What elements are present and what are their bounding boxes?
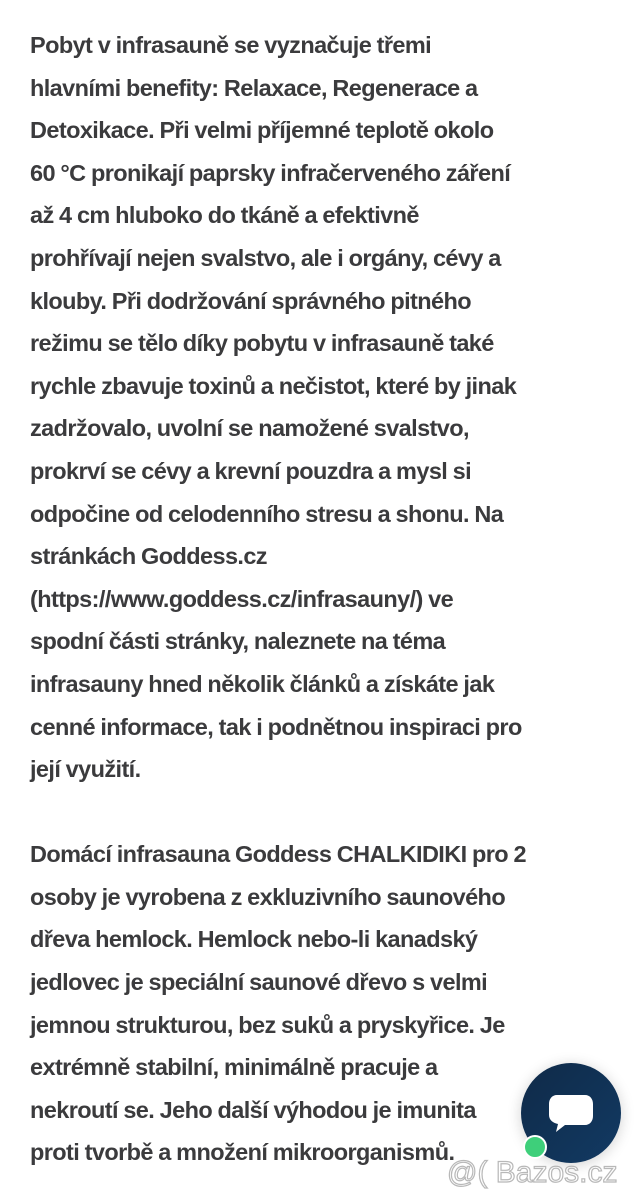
text-line: infrasauny hned několik článků a získáte jak <box>30 670 495 697</box>
text-line: zadržovalo, uvolní se namožené svalstvo, <box>30 415 469 442</box>
text-line: prohřívají nejen svalstvo, ale i orgány, cévy a <box>30 244 501 271</box>
text-line-url: (https://www.goddess.cz/infrasauny/) ve <box>30 585 454 612</box>
text-line: proti tvorbě a množení mikroorganismů. <box>30 1139 455 1166</box>
text-line: cenné informace, tak i podnětnou inspiraci pro <box>30 713 522 740</box>
text-line: nekroutí se. Jeho další výhodou je imunita <box>30 1096 476 1123</box>
text-line: 60 °C pronikají paprsky infračerveného záření <box>30 159 511 186</box>
text-line: dřeva hemlock. Hemlock nebo-li kanadský <box>30 926 478 953</box>
text-line: až 4 cm hluboko do tkáně a efektivně <box>30 202 419 229</box>
text-line: extrémně stabilní, minimálně pracuje a <box>30 1054 438 1081</box>
text-line: její využití. <box>30 756 141 783</box>
article-body <box>30 24 630 1174</box>
text-line: Detoxikace. Při velmi příjemné teplotě okolo <box>30 117 494 144</box>
text-line: jedlovec je speciální saunové dřevo s velmi <box>30 969 488 996</box>
text-line: osoby je vyrobena z exkluzivního saunového <box>30 883 506 910</box>
text-line: stránkách Goddess.cz <box>30 543 267 570</box>
text-line: Pobyt v infrasauně se vyznačuje třemi <box>30 32 432 58</box>
chat-bubble-icon <box>547 1091 595 1135</box>
paragraph-benefits <box>30 24 630 791</box>
text-line: prokrví se cévy a krevní pouzdra a mysl si <box>30 457 472 484</box>
text-line: rychle zbavuje toxinů a nečistot, které by jinak <box>30 372 517 399</box>
text-line: Domácí infrasauna Goddess CHALKIDIKI pro 2 <box>30 841 526 868</box>
text-line: spodní části stránky, naleznete na téma <box>30 628 446 655</box>
text-line: hlavními benefity: Relaxace, Regenerace a <box>30 74 478 101</box>
watermark: @( Bazos.cz <box>447 1156 618 1189</box>
text-line: klouby. Při dodržování správného pitného <box>30 287 472 314</box>
text-line: odpočine od celodenního stresu a shonu. Na <box>30 500 504 527</box>
text-line: režimu se tělo díky pobytu v infrasauně také <box>30 330 494 357</box>
text-line: jemnou strukturou, bez suků a pryskyřice. Je <box>30 1011 505 1038</box>
